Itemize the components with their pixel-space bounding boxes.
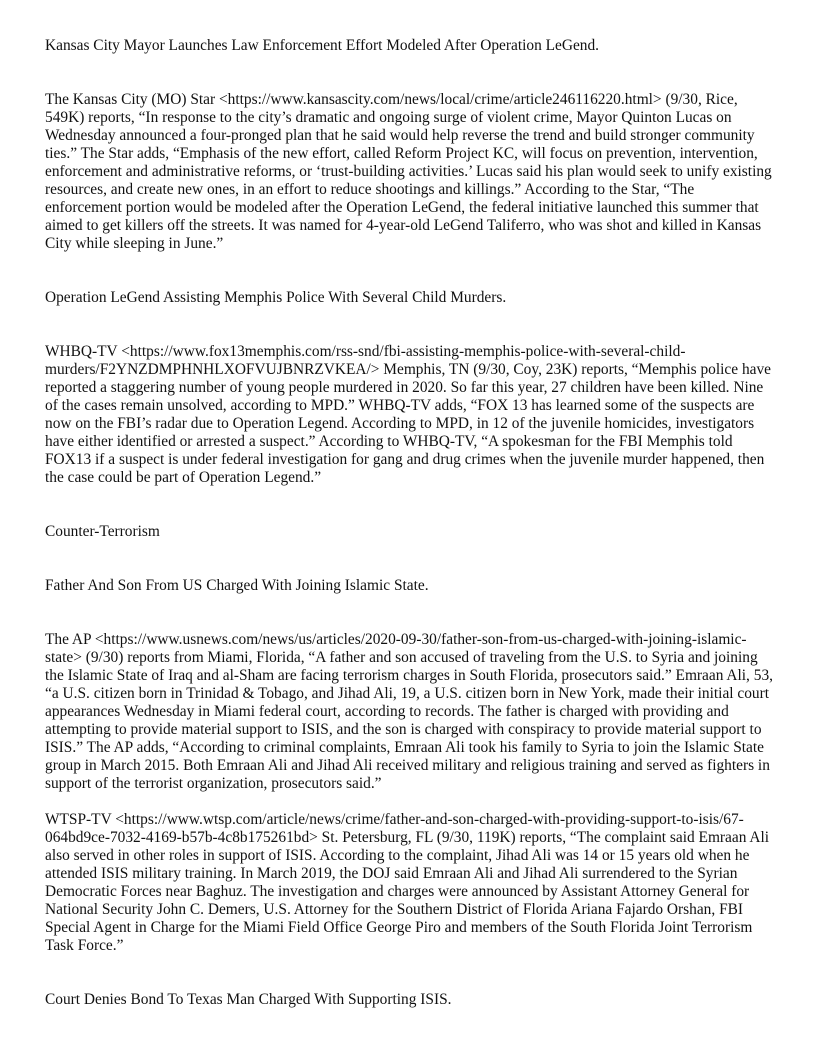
headline-father-and-son: Father And Son From US Charged With Joining Islamic State. <box>45 577 429 594</box>
section-heading-counter-terrorism: Counter-Terrorism <box>45 523 160 540</box>
paragraph-ap: The AP <https://www.usnews.com/news/us/articles/2020-09-30/father-son-from-us-charged-with-joining-islamic-state> (9/30) reports from Miami, Florida, “A father and son accused of traveling from the U.S. to Syria and joining the Islamic State of Iraq and al-Sham are facing terrorism charges in South Florida, prosecutors said.” Emraan Ali, 53, “a U.S. citizen born in Trinidad & Tobago, and Jihad Ali, 19, a U.S. citizen born in New York, made their initial court appearances Wednesday in Miami federal court, according to records. The father is charged with providing and attempting to provide material support to ISIS, and the son is charged with conspiracy to provide material support to ISIS.” The AP adds, “According to criminal complaints, Emraan Ali took his family to Syria to join the Islamic State group in March 2015. Both Emraan Ali and Jihad Ali received military and religious training and served as fighters in support of the terrorist organization, prosecutors said.” <box>45 631 773 792</box>
paragraph-whbq-tv: WHBQ-TV <https://www.fox13memphis.com/rss-snd/fbi-assisting-memphis-police-with-several-child-murders/F2YNZDMPHNHLXOFVUJBNRZVKEA/> Memphis, TN (9/30, Coy, 23K) reports, “Memphis police have reported a staggering number of young people murdered in 2020. So far this year, 27 children have been killed. Nine of the cases remain unsolved, according to MPD.” WHBQ-TV adds, “FOX 13 has learned some of the suspects are now on the FBI’s radar due to Operation Legend. According to MPD, in 12 of the juvenile homicides, investigators have either identified or arrested a suspect.” According to WHBQ-TV, “A spokesman for the FBI Memphis told FOX13 if a suspect is under federal investigation for gang and drug crimes when the juvenile murder happened, then the case could be part of Operation Legend.” <box>45 343 771 486</box>
paragraph-kansas-city-star: The Kansas City (MO) Star <https://www.kansascity.com/news/local/crime/article246116220.html> (9/30, Rice, 549K) reports, “In response to the city’s dramatic and ongoing surge of violent crime, Mayor Quinton Lucas on Wednesday announced a four-pronged plan that he said would help reverse the trend and build stronger community ties.” The Star adds, “Emphasis of the new effort, called Reform Project KC, will focus on prevention, intervention, enforcement and administrative reforms, or ‘trust-building activities.’ Lucas said his plan would seek to unify existing resources, and create new ones, in an effort to reduce shootings and killings.” According to the Star, “The enforcement portion would be modeled after the Operation LeGend, the federal initiative launched this summer that aimed to get killers off the streets. It was named for 4-year-old LeGend Taliferro, who was shot and killed in Kansas City while sleeping in June.” <box>45 91 772 252</box>
headline-texas-man: Court Denies Bond To Texas Man Charged With Supporting ISIS. <box>45 991 452 1008</box>
headline-memphis: Operation LeGend Assisting Memphis Police With Several Child Murders. <box>45 289 507 306</box>
headline-kansas-city: Kansas City Mayor Launches Law Enforcement Effort Modeled After Operation LeGend. <box>45 37 600 54</box>
paragraph-wtsp-tv: WTSP-TV <https://www.wtsp.com/article/news/crime/father-and-son-charged-with-providing-support-to-isis/67-064bd9ce-7032-4169-b57b-4c8b175261bd> St. Petersburg, FL (9/30, 119K) reports, “The complaint said Emraan Ali also served in other roles in support of ISIS. According to the complaint, Jihad Ali was 14 or 15 years old when he attended ISIS military training. In March 2019, the DOJ said Emraan Ali and Jihad Ali surrendered to the Syrian Democratic Forces near Baghuz. The investigation and charges were announced by Assistant Attorney General for National Security John C. Demers, U.S. Attorney for the Southern District of Florida Ariana Fajardo Orshan, FBI Special Agent in Charge for the Miami Field Office George Piro and members of the South Florida Joint Terrorism Task Force.” <box>45 811 770 954</box>
